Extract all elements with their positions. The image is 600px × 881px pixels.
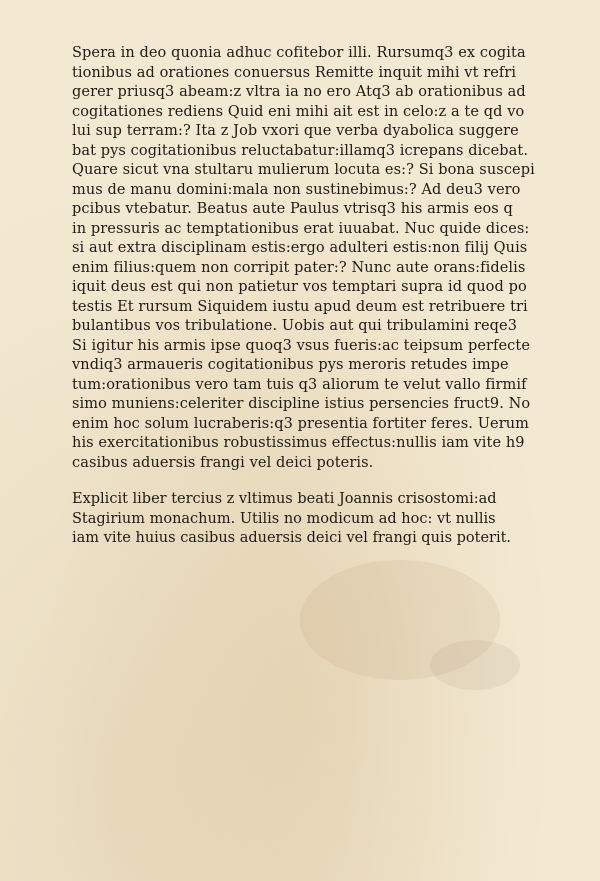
text-line: lui sup terram:? Ita z Job vxori que verba dyabolica suggere [72, 123, 519, 139]
text-line: bulantibus vos tribulatione. Uobis aut qui tribulamini reqe3 [72, 318, 518, 334]
text-line: bat pys cogitationibus reluctabatur:illamq3 icrepans dicebat. [72, 142, 529, 159]
explicit-line: Stagirium monachum. Utilis no modicum ad hoc: vt nullis [72, 510, 496, 527]
text-line: Si igitur his armis ipse quoq3 vsus fueris:ac teipsum perfecte [72, 337, 531, 354]
text-line: pcibus vtebatur. Beatus aute Paulus vtrisq3 his armis eos q [72, 201, 513, 217]
text-line: gerer priusq3 abeam:z vltra ia no ero Atq3 ab orationibus ad [72, 84, 526, 100]
text-line: mus de manu domini:mala non sustinebimus:? Ad deu3 vero [72, 181, 521, 198]
text-line: simo muniens:celeriter discipline istius persencies fruct9. No [72, 396, 531, 412]
text-line: tum:orationibus vero tam tuis q3 aliorum te velut vallo firmif [72, 376, 527, 393]
explicit-line: Explicit liber tercius z vltimus beati Joannis crisostomi:ad [72, 491, 497, 507]
text-line: casibus aduersis frangi vel deici poteris. [72, 454, 374, 471]
text-line: Quare sicut vna stultaru mulierum locuta es:? Si bona suscepi [72, 162, 535, 178]
text-line: enim hoc solum lucraberis:q3 presentia fortiter feres. Uerum [72, 415, 530, 432]
explicit-colophon [72, 490, 542, 549]
text-line: si aut extra disciplinam estis:ergo adulteri estis:non filij Quis [72, 240, 528, 256]
main-text-block [72, 44, 542, 473]
text-line: Spera in deo quonia adhuc cofitebor illi. Rursumq3 ex cogita [72, 45, 526, 61]
text-line: testis Et rursum Siquidem iustu apud deum est retribuere tri [72, 298, 528, 315]
text-line: cogitationes rediens Quid eni mihi ait est in celo:z a te qd vo [72, 103, 525, 120]
text-line: in pressuris ac temptationibus erat iuuabat. Nuc quide dices: [72, 220, 530, 237]
text-line: his exercitationibus robustissimus effectus:nullis iam vite h9 [72, 435, 525, 451]
explicit-line: iam vite huius casibus aduersis deici vel frangi quis poterit. [72, 530, 512, 546]
text-line: vndiq3 armaueris cogitationibus pys meroris retudes impe [72, 357, 509, 373]
text-line: iquit deus est qui non patietur vos temptari supra id quod po [72, 279, 527, 295]
text-line: enim filius:quem non corripit pater:? Nunc aute orans:fidelis [72, 259, 526, 276]
text-line: tionibus ad orationes conuersus Remitte inquit mihi vt refri [72, 64, 517, 81]
stain [430, 640, 520, 690]
